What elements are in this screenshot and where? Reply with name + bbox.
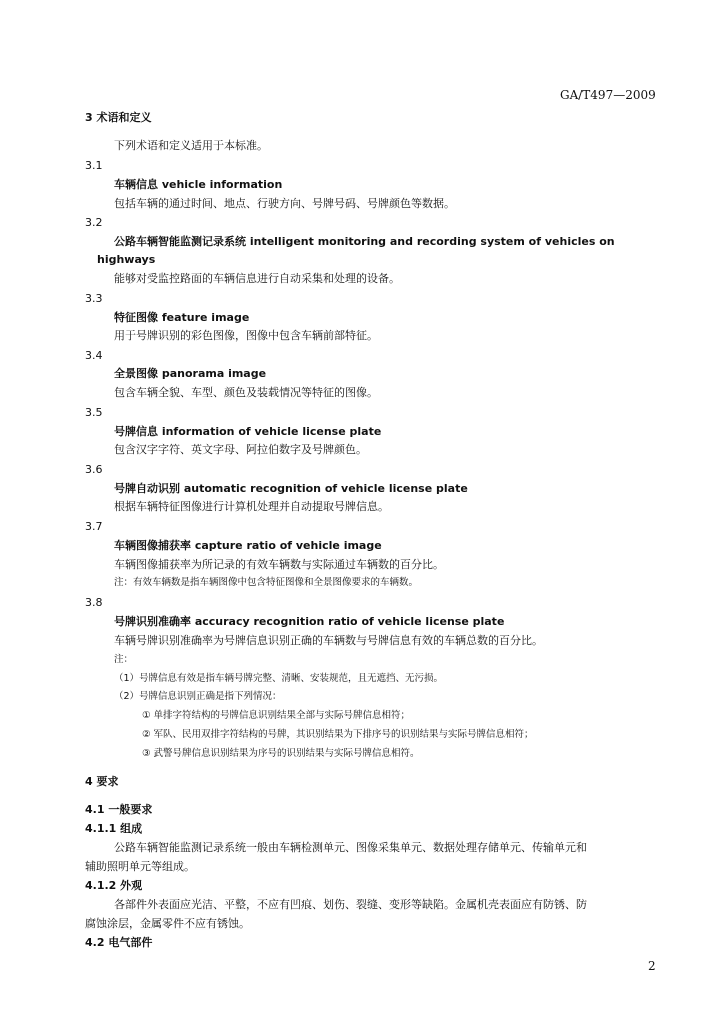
term-3-1-number: 3.1	[85, 159, 103, 172]
term-3-7-note: 注：有效车辆数是指车辆图像中包含特征图像和全景图像要求的车辆数。	[114, 577, 419, 588]
term-3-7-title: 车辆图像捕获率 capture ratio of vehicle image	[114, 539, 382, 552]
section-4-1-2-paragraph-line-1: 各部件外表面应光洁、平整，不应有凹痕、划伤、裂缝、变形等缺陷。金属机壳表面应有防锈、防	[114, 898, 587, 911]
section-4-1-1-paragraph-line-2: 辅助照明单元等组成。	[85, 860, 195, 873]
section-4-1-2-paragraph-line-2: 腐蚀涂层，金属零件不应有锈蚀。	[85, 917, 250, 930]
term-3-1-definition: 包括车辆的通过时间、地点、行驶方向、号牌号码、号牌颜色等数据。	[114, 197, 455, 210]
term-3-6-definition: 根据车辆特征图像进行计算机处理并自动提取号牌信息。	[114, 500, 389, 513]
term-3-7-definition: 车辆图像捕获率为所记录的有效车辆数与实际通过车辆数的百分比。	[114, 558, 444, 571]
term-3-8-note-2c: ③ 武警号牌信息识别结果为序号的识别结果与实际号牌信息相符。	[142, 748, 420, 759]
section-4-1-2-heading: 4.1.2 外观	[85, 879, 143, 892]
term-3-4-definition: 包含车辆全貌、车型、颜色及装载情况等特征的图像。	[114, 386, 378, 399]
section-3-intro: 下列术语和定义适用于本标准。	[114, 139, 268, 152]
term-3-4-number: 3.4	[85, 349, 103, 362]
term-3-8-note-1: （1）号牌信息有效是指车辆号牌完整、清晰、安装规范，且无遮挡、无污损。	[114, 673, 444, 684]
section-4-heading: 4 要求	[85, 775, 119, 788]
section-4-2-heading: 4.2 电气部件	[85, 936, 153, 949]
term-3-6-title: 号牌自动识别 automatic recognition of vehicle license plate	[114, 482, 468, 495]
term-3-3-title: 特征图像 feature image	[114, 311, 250, 324]
term-3-8-number: 3.8	[85, 596, 103, 609]
term-3-2-title: 公路车辆智能监测记录系统 intelligent monitoring and recording system of vehicles on	[114, 235, 615, 248]
term-3-8-note-2b: ② 军队、民用双排字符结构的号牌，其识别结果为下排序号的识别结果与实际号牌信息相符；	[142, 729, 534, 740]
section-4-1-heading: 4.1 一般要求	[85, 803, 153, 816]
term-3-5-title: 号牌信息 information of vehicle license plate	[114, 425, 382, 438]
page-header-code: GA/T497—2009	[560, 88, 656, 102]
term-3-7-number: 3.7	[85, 520, 103, 533]
section-4-1-1-paragraph-line-1: 公路车辆智能监测记录系统一般由车辆检测单元、图像采集单元、数据处理存储单元、传输单元和	[114, 841, 587, 854]
term-3-8-note-2: （2）号牌信息识别正确是指下列情况：	[114, 691, 282, 702]
page-number: 2	[648, 959, 656, 973]
term-3-8-title: 号牌识别准确率 accuracy recognition ratio of vehicle license plate	[114, 615, 505, 628]
term-3-4-title: 全景图像 panorama image	[114, 367, 267, 380]
term-3-1-title: 车辆信息 vehicle information	[114, 178, 283, 191]
term-3-6-number: 3.6	[85, 463, 103, 476]
term-3-3-definition: 用于号牌识别的彩色图像，图像中包含车辆前部特征。	[114, 329, 378, 342]
term-3-5-number: 3.5	[85, 406, 103, 419]
term-3-2-definition: 能够对受监控路面的车辆信息进行自动采集和处理的设备。	[114, 272, 400, 285]
term-3-2-number: 3.2	[85, 216, 103, 229]
term-3-2-title-cont: highways	[97, 253, 156, 266]
section-3-heading: 3 术语和定义	[85, 111, 152, 124]
term-3-8-note-2a: ① 单排字符结构的号牌信息识别结果全部与实际号牌信息相符；	[142, 710, 411, 721]
term-3-8-definition: 车辆号牌识别准确率为号牌信息识别正确的车辆数与号牌信息有效的车辆总数的百分比。	[114, 634, 543, 647]
term-3-3-number: 3.3	[85, 292, 103, 305]
term-3-8-note-label: 注：	[114, 654, 134, 665]
section-4-1-1-heading: 4.1.1 组成	[85, 822, 143, 835]
term-3-5-definition: 包含汉字字符、英文字母、阿拉伯数字及号牌颜色。	[114, 443, 367, 456]
